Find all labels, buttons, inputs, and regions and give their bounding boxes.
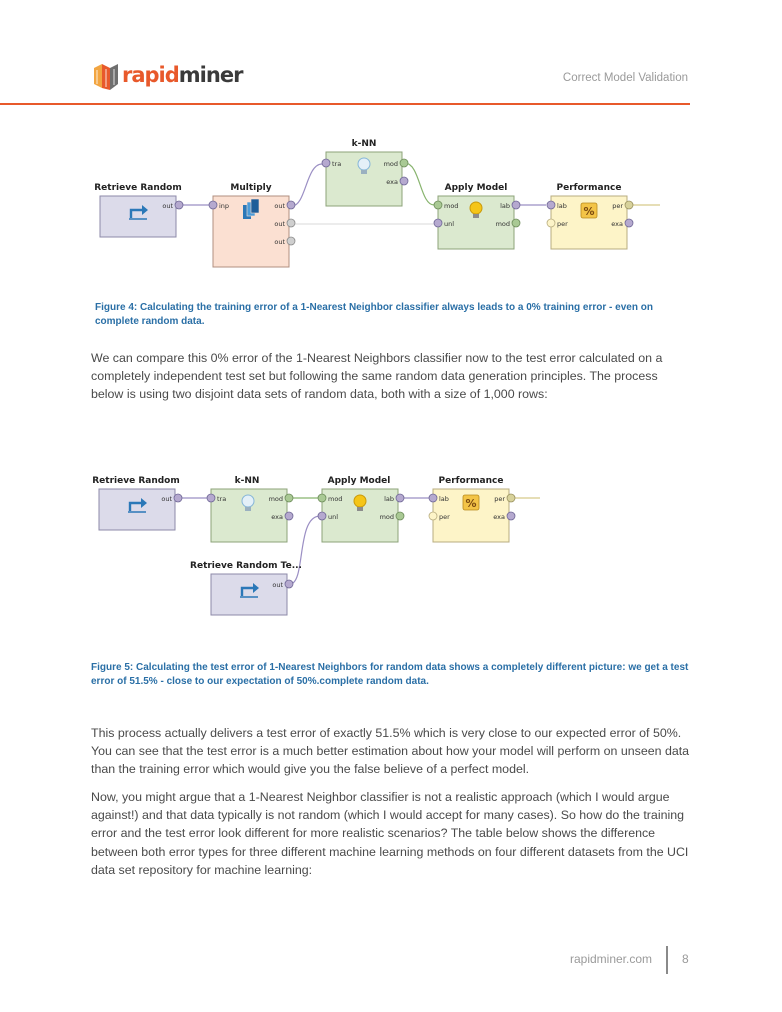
port-label: lab bbox=[500, 202, 510, 210]
input-port[interactable] bbox=[322, 159, 330, 167]
input-port[interactable] bbox=[547, 219, 555, 227]
port-label: unl bbox=[328, 513, 339, 521]
port-label: per bbox=[439, 513, 450, 521]
output-port[interactable] bbox=[396, 512, 404, 520]
operator-title: Retrieve Random bbox=[92, 476, 180, 486]
rapidminer-logo bbox=[92, 60, 243, 94]
port-label: tra bbox=[332, 160, 342, 168]
operator-performance[interactable] bbox=[429, 476, 515, 542]
input-port[interactable] bbox=[434, 219, 442, 227]
input-port[interactable] bbox=[429, 512, 437, 520]
operator-retrieve-random[interactable] bbox=[94, 183, 183, 237]
input-port[interactable] bbox=[318, 494, 326, 502]
output-port[interactable] bbox=[512, 219, 520, 227]
port-label: out bbox=[274, 220, 285, 228]
logo-wordmark bbox=[122, 62, 242, 88]
operator-title: Apply Model bbox=[444, 183, 508, 193]
footer-url[interactable]: rapidminer.com bbox=[569, 952, 652, 966]
port-label: lab bbox=[439, 495, 449, 503]
input-port[interactable] bbox=[434, 201, 442, 209]
input-port[interactable] bbox=[547, 201, 555, 209]
output-port[interactable] bbox=[175, 201, 183, 209]
output-port[interactable] bbox=[287, 237, 295, 245]
operator-title: Multiply bbox=[230, 183, 272, 193]
operator-title: Retrieve Random Te... bbox=[190, 561, 302, 571]
page-number: 8 bbox=[682, 952, 689, 966]
port-label: per bbox=[557, 220, 568, 228]
input-port[interactable] bbox=[429, 494, 437, 502]
operator-title: k-NN bbox=[234, 476, 260, 486]
operator-knn[interactable] bbox=[207, 476, 293, 542]
operator-multiply[interactable] bbox=[209, 183, 295, 267]
output-port[interactable] bbox=[507, 512, 515, 520]
paragraph-2: This process actually delivers a test error of exactly 51.5% which is very close to our expected error of 50%. You can see that the test error is a much better estimation about how your model will perform on unseen data than the training error which would give you the false believe of a perfect model. bbox=[91, 726, 690, 777]
port-label: unl bbox=[444, 220, 455, 228]
percent-icon bbox=[581, 203, 597, 218]
svg-text:%: % bbox=[583, 205, 595, 218]
connection-multiply-knn bbox=[292, 164, 322, 206]
operator-performance[interactable] bbox=[547, 183, 633, 249]
operator-knn[interactable] bbox=[322, 139, 408, 206]
output-port[interactable] bbox=[287, 201, 295, 209]
output-port[interactable] bbox=[625, 219, 633, 227]
port-label: lab bbox=[384, 495, 394, 503]
output-port[interactable] bbox=[400, 159, 408, 167]
output-port[interactable] bbox=[174, 494, 182, 502]
operator-retrieve-random-test[interactable] bbox=[190, 561, 302, 615]
port-label: out bbox=[161, 495, 172, 503]
document-title: Correct Model Validation bbox=[562, 72, 688, 84]
operator-title: k-NN bbox=[351, 139, 377, 149]
output-port[interactable] bbox=[285, 580, 293, 588]
output-port[interactable] bbox=[512, 201, 520, 209]
output-port[interactable] bbox=[625, 201, 633, 209]
operator-retrieve-random[interactable] bbox=[92, 476, 182, 530]
port-label: mod bbox=[495, 220, 510, 228]
output-port[interactable] bbox=[400, 177, 408, 185]
port-label: out bbox=[274, 202, 285, 210]
port-label: out bbox=[274, 238, 285, 246]
footer-divider bbox=[666, 946, 668, 974]
operator-title: Performance bbox=[438, 476, 504, 486]
port-label: exa bbox=[271, 513, 283, 521]
port-label: exa bbox=[611, 220, 623, 228]
operator-title: Apply Model bbox=[327, 476, 391, 486]
operator-apply-model[interactable] bbox=[434, 183, 520, 249]
output-port[interactable] bbox=[396, 494, 404, 502]
port-label: mod bbox=[379, 513, 394, 521]
port-label: out bbox=[272, 581, 283, 589]
percent-icon bbox=[463, 495, 479, 510]
logo-mark-icon bbox=[92, 60, 120, 90]
operator-title: Performance bbox=[556, 183, 622, 193]
figure-5-caption: Figure 5: Calculating the test error of 1-Nearest Neighbors for random data shows a completely different picture: we get a test error of 51.5% - close to our expectation of 50%.complete random data. bbox=[91, 662, 689, 687]
figure-4-process-diagram bbox=[0, 128, 782, 288]
output-port[interactable] bbox=[507, 494, 515, 502]
connection-retrieve-test-apply bbox=[290, 516, 320, 584]
port-label: inp bbox=[219, 202, 230, 210]
output-port[interactable] bbox=[285, 494, 293, 502]
port-label: per bbox=[494, 495, 505, 503]
logo-word-rapid: rapid bbox=[122, 63, 179, 87]
port-label: exa bbox=[493, 513, 505, 521]
port-label: tra bbox=[217, 495, 227, 503]
port-label: per bbox=[612, 202, 623, 210]
port-label: mod bbox=[328, 495, 343, 503]
input-port[interactable] bbox=[318, 512, 326, 520]
header-divider bbox=[0, 103, 690, 105]
input-port[interactable] bbox=[209, 201, 217, 209]
port-label: lab bbox=[557, 202, 567, 210]
paragraph-1: We can compare this 0% error of the 1-Nearest Neighbors classifier now to the test error calculated on a completely independent test set but following the same random data generation principles. The process below is using two disjoint data sets of random data, both with a size of 1,000 rows: bbox=[91, 351, 663, 402]
output-port[interactable] bbox=[285, 512, 293, 520]
port-label: mod bbox=[444, 202, 459, 210]
port-label: out bbox=[162, 202, 173, 210]
port-label: exa bbox=[386, 178, 398, 186]
figure-4-caption: Figure 4: Calculating the training error of a 1-Nearest Neighbor classifier always leads to a 0% training error - even on complete random data. bbox=[95, 302, 653, 327]
output-port[interactable] bbox=[287, 219, 295, 227]
connection-knn-apply bbox=[405, 163, 434, 205]
operator-apply-model[interactable] bbox=[318, 476, 404, 542]
logo-word-miner: miner bbox=[178, 63, 243, 87]
operator-title: Retrieve Random bbox=[94, 183, 182, 193]
port-label: mod bbox=[268, 495, 283, 503]
port-label: mod bbox=[383, 160, 398, 168]
figure-5-process-diagram bbox=[0, 466, 782, 622]
svg-text:%: % bbox=[465, 497, 477, 510]
input-port[interactable] bbox=[207, 494, 215, 502]
paragraph-3: Now, you might argue that a 1-Nearest Neighbor classifier is not a realistic approach (which I would argue against!) and that data typically is not random (which I would accept for many cases). So how do the training error and the test error look different for more realistic scenarios? The table below shows the difference between both error types for three different machine learning methods on four different datasets from the UCI data set repository for machine learning: bbox=[91, 790, 689, 877]
